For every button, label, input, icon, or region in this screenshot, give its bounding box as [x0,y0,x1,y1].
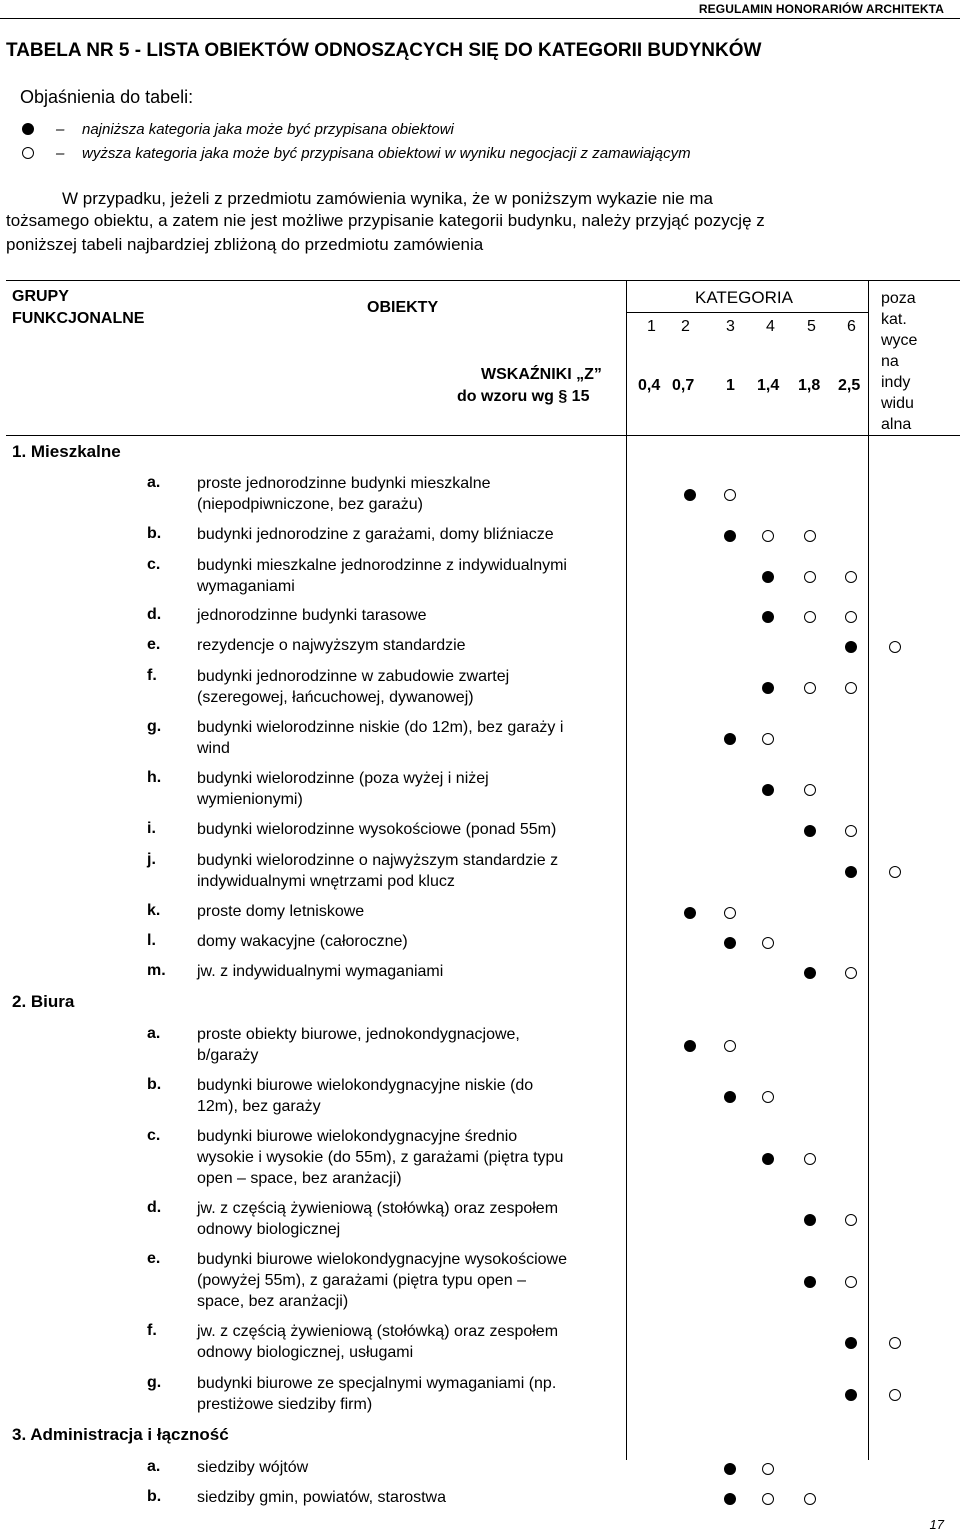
filled-circle-icon [724,733,736,745]
row-description [197,524,554,545]
row-letter: f. [147,667,157,684]
category-rule [626,312,868,313]
running-header: REGULAMIN HONORARIÓW ARCHITEKTA [698,2,944,16]
category-number: 1 [647,318,656,335]
filled-circle-icon [684,489,696,501]
filled-circle-icon [724,937,736,949]
filled-circle-icon [804,967,816,979]
open-circle-icon [845,571,857,583]
row-description-line: siedziby wójtów [197,1459,309,1476]
row-letter: k. [147,902,161,919]
row-description [197,931,408,952]
category-weight-value: 2,5 [838,377,861,394]
filled-circle-icon [684,1040,696,1052]
row-description-line: 12m), bez garaży [197,1098,321,1115]
filled-circle-icon [845,641,857,653]
category-number: 5 [807,318,816,335]
filled-circle-icon [762,571,774,583]
filled-circle-icon [845,866,857,878]
row-letter: j. [147,851,156,868]
row-description [197,666,509,708]
filled-circle-icon [762,682,774,694]
row-description [197,1321,558,1363]
table-top-rule [6,280,960,281]
row-description-line: budynki biurowe ze specjalnymi wymaganiami (np. [197,1375,557,1392]
open-circle-icon [724,907,736,919]
row-description [197,850,558,892]
filled-circle-icon [724,530,736,542]
row-description [197,768,489,810]
open-circle-icon [804,682,816,694]
row-description [197,555,567,597]
open-circle-icon [804,611,816,623]
row-description [197,635,466,656]
row-letter: b. [147,1076,162,1093]
filled-circle-icon [724,1091,736,1103]
row-description-line: jw. z częścią żywieniową (stołówką) oraz zespołem [197,1323,559,1340]
filled-circle-icon [845,1337,857,1349]
open-circle-icon [804,571,816,583]
row-letter: a. [147,1458,161,1475]
groups-header: GRUPY [12,288,69,305]
page-title: TABELA NR 5 - LISTA OBIEKTÓW ODNOSZĄCYCH SIĘ DO KATEGORII BUDYNKÓW [6,40,762,61]
row-description-line: b/garaży [197,1047,259,1064]
row-description-line: jednorodzinne budynki tarasowe [197,607,427,624]
row-description-line: budynki biurowe wielokondygnacyjne niskie (do [197,1077,534,1094]
paragraph-line: W przypadku, jeżeli z przedmiotu zamówienia wynika, że w poniższym wykazie nie ma [62,189,713,208]
row-description [197,717,563,759]
category-weight-value: 1,4 [757,377,780,394]
row-description [197,605,426,626]
open-circle-icon [762,1493,774,1505]
row-description-line: siedziby gmin, powiatów, starostwa [197,1489,446,1506]
open-circle-icon [889,1337,901,1349]
group-label-residential: 1. Mieszkalne [12,442,121,461]
open-circle-icon [889,641,901,653]
open-circle-icon [845,967,857,979]
row-description-line: (powyżej 55m), z garażami (piętra typu open – [197,1272,527,1289]
row-description-line: proste jednorodzinne budynki mieszkalne [197,475,491,492]
row-description-line: indywidualnymi wnętrzami pod klucz [197,873,455,890]
row-description-line: budynki jednorodzinne w zabudowie zwartej [197,668,510,685]
row-description-line: prestiżowe siedziby firm) [197,1396,373,1413]
indicators-header: WSKAŹNIKI „Z” [481,366,602,383]
category-weight-value: 1,8 [798,377,821,394]
row-description [197,901,364,922]
category-weight-value: 1 [726,377,735,394]
row-description-line: wymienionymi) [197,791,303,808]
row-description-line: budynki mieszkalne jednorodzinne z indywidualnymi [197,557,567,574]
row-description-line: space, bez aranżacji) [197,1293,349,1310]
row-description-line: budynki biurowe wielokondygnacyjne średnio [197,1128,518,1145]
open-circle-icon [845,1276,857,1288]
row-description-line: domy wakacyjne (całoroczne) [197,933,408,950]
row-description-line: (niepodpiwniczone, bez garażu) [197,496,423,513]
row-description-line: budynki wielorodzinne wysokościowe (ponad 55m) [197,821,557,838]
open-circle-icon [762,1463,774,1475]
category-number: 4 [766,318,775,335]
category-number: 2 [681,318,690,335]
row-description [197,473,491,515]
row-letter: b. [147,525,162,542]
row-letter: a. [147,1025,161,1042]
legend-text: wyższa kategoria jaka może być przypisana obiektowi w wyniku negocjacji z zamawiającym [82,145,691,162]
row-letter: b. [147,1488,162,1505]
row-description-line: wymaganiami [197,578,295,595]
row-description [197,961,443,982]
row-letter: i. [147,820,156,837]
row-description [197,1457,308,1478]
row-description-line: jw. z częścią żywieniową (stołówką) oraz zespołem [197,1200,559,1217]
filled-circle-icon [762,611,774,623]
open-circle-icon [804,784,816,796]
category-weight-value: 0,7 [672,377,695,394]
open-circle-icon [845,682,857,694]
group-label-offices: 2. Biura [12,992,75,1011]
row-description [197,1024,520,1066]
row-letter: d. [147,606,162,623]
row-description-line: rezydencje o najwyższym standardzie [197,637,466,654]
row-description [197,1126,563,1189]
open-circle-icon [724,489,736,501]
row-description-line: wind [197,740,230,757]
row-description [197,1198,558,1240]
open-circle-icon [22,145,56,162]
header-rule [0,18,960,19]
row-description-line: budynki jednorodzine z garażami, domy bliźniacze [197,526,554,543]
filled-circle-icon [762,784,774,796]
open-circle-icon [762,530,774,542]
filled-circle-icon [724,1463,736,1475]
row-description [197,1373,556,1415]
row-description-line: budynki wielorodzinne o najwyższym standardzie z [197,852,559,869]
row-description-line: odnowy biologicznej, usługami [197,1344,414,1361]
legend-text: najniższa kategoria jaka może być przypisana obiektowi [82,121,454,138]
category-weight-value: 0,4 [638,377,661,394]
row-description [197,819,556,840]
row-description-line: jw. z indywidualnymi wymaganiami [197,963,444,980]
open-circle-icon [845,611,857,623]
paragraph-line: tożsamego obiektu, a zatem nie jest możliwe przypisanie kategorii budynku, należy przyjąć pozycję z [6,211,765,230]
groups-header: FUNKCJONALNE [12,310,145,327]
row-description-line: open – space, bez aranżacji) [197,1170,402,1187]
page-number: 17 [929,1517,944,1532]
outside-category-header: poza kat. wyce na indy widu alna [881,290,918,433]
row-letter: c. [147,1127,161,1144]
group-label-administration: 3. Administracja i łączność [12,1425,229,1444]
indicators-header: do wzoru wg § 15 [457,388,590,405]
row-description-line: (szeregowej, łańcuchowej, dywanowej) [197,689,474,706]
filled-circle-icon [845,1389,857,1401]
category-header: KATEGORIA [695,288,793,307]
table-header-rule [6,435,960,436]
row-description-line: budynki biurowe wielokondygnacyjne wysokościowe [197,1251,567,1268]
table-col-divider [868,280,869,1460]
open-circle-icon [889,1389,901,1401]
filled-circle-icon [22,121,56,138]
row-letter: c. [147,556,161,573]
legend-row-max: – wyższa kategoria jaka może być przypisana obiektowi w wyniku negocjacji z zamawiającym [22,145,691,162]
row-description [197,1487,446,1508]
objects-header: OBIEKTY [367,299,439,316]
open-circle-icon [889,866,901,878]
row-description-line: odnowy biologicznej [197,1221,341,1238]
open-circle-icon [804,1153,816,1165]
open-circle-icon [845,1214,857,1226]
open-circle-icon [762,937,774,949]
row-letter: g. [147,718,162,735]
row-letter: d. [147,1199,162,1216]
table-col-divider [626,280,627,1460]
row-description-line: proste obiekty biurowe, jednokondygnacjowe, [197,1026,520,1043]
filled-circle-icon [804,1276,816,1288]
open-circle-icon [724,1040,736,1052]
filled-circle-icon [762,1153,774,1165]
row-letter: e. [147,1250,161,1267]
open-circle-icon [762,1091,774,1103]
paragraph-line: poniższej tabeli najbardziej zbliżoną do przedmiotu zamówienia [6,235,484,254]
row-letter: e. [147,636,161,653]
explanation-heading: Objaśnienia do tabeli: [20,87,194,107]
row-letter: m. [147,962,166,979]
row-description-line: wysokie i wysokie (do 55m), z garażami (piętra typu [197,1149,564,1166]
filled-circle-icon [804,825,816,837]
category-number: 3 [726,318,735,335]
row-letter: h. [147,769,162,786]
filled-circle-icon [724,1493,736,1505]
open-circle-icon [845,825,857,837]
row-letter: g. [147,1374,162,1391]
open-circle-icon [762,733,774,745]
row-description-line: budynki wielorodzinne (poza wyżej i niżej [197,770,489,787]
category-number: 6 [847,318,856,335]
filled-circle-icon [804,1214,816,1226]
row-description-line: budynki wielorodzinne niskie (do 12m), bez garaży i [197,719,564,736]
row-description [197,1075,533,1117]
row-letter: a. [147,474,161,491]
open-circle-icon [804,530,816,542]
row-letter: l. [147,932,156,949]
row-description-line: proste domy letniskowe [197,903,365,920]
filled-circle-icon [684,907,696,919]
open-circle-icon [804,1493,816,1505]
row-letter: f. [147,1322,157,1339]
row-description [197,1249,567,1312]
legend-row-min: – najniższa kategoria jaka może być przypisana obiektowi [22,121,454,138]
